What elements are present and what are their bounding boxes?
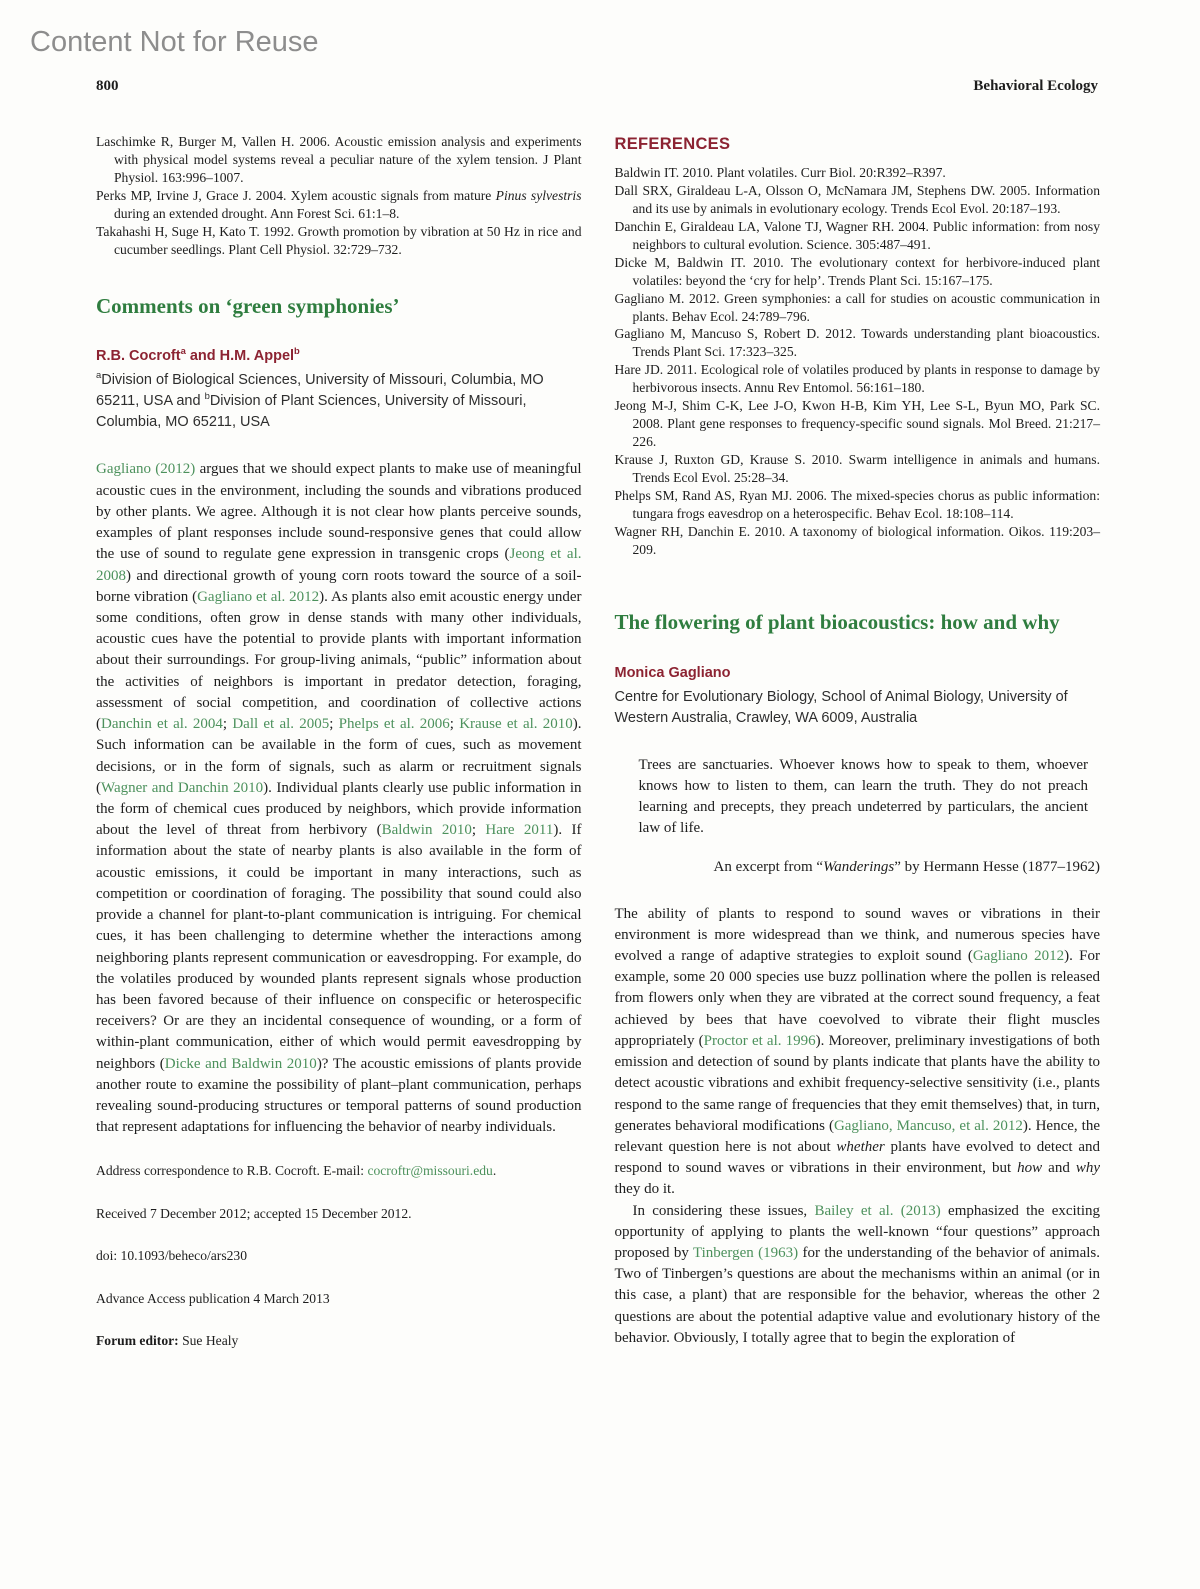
text-run: ; bbox=[329, 716, 339, 733]
text-run: Phelps SM, Rand AS, Ryan MJ. 2006. The mixed-species chorus as public information: tungara frogs eavesdrop on a heterospecific. Behav Ecol. 18:108–114. bbox=[614, 487, 1100, 521]
text-run: Address correspondence to R.B. Cocroft. E-mail: bbox=[96, 1163, 368, 1179]
left-column bbox=[96, 133, 582, 1350]
forum-editor-line bbox=[96, 1332, 582, 1350]
reference-entry bbox=[615, 290, 1101, 326]
text-run: and bbox=[1042, 1160, 1076, 1177]
citation-link[interactable]: Tinbergen (1963) bbox=[692, 1245, 799, 1262]
text-run: Perks MP, Irvine J, Grace J. 2004. Xylem acoustic signals from mature bbox=[96, 187, 496, 203]
references-heading: REFERENCES bbox=[614, 135, 731, 153]
reference-entry bbox=[615, 164, 1101, 182]
right-column bbox=[615, 133, 1101, 1350]
text-run: for the understanding of the behavior of animals. Two of Tinbergen’s questions are about the mechanisms within an animal (or in this case, a plant) that are responsible for the behavior, whereas the other 2 questions are about the potential adaptive value and evolutionary history of the behavior. Obviously, I totally agree that to begin the exploration of bbox=[614, 1245, 1100, 1346]
epigraph-quote: Trees are sanctuaries. Whoever knows how to speak to them, whoever knows how to listen to them, can learn the truth. They do not preach learning and precepts, they preach undeterred by particulars, the ancient law of life. bbox=[638, 756, 1088, 836]
text-run: Gagliano M, Mancuso S, Robert D. 2012. Towards understanding plant bioacoustics. Trends Plant Sci. 17:323–325. bbox=[614, 326, 1100, 360]
text-run: a bbox=[180, 345, 186, 357]
text-run: Wagner RH, Danchin E. 2010. A taxonomy of biological information. Oikos. 119:203–209. bbox=[614, 523, 1100, 557]
reference-list bbox=[615, 164, 1101, 559]
two-column-layout bbox=[96, 133, 1100, 1350]
text-run: why bbox=[1075, 1160, 1100, 1177]
citation-link[interactable]: Gagliano, Mancuso, et al. 2012 bbox=[833, 1117, 1023, 1134]
text-run: R.B. Cocroft bbox=[96, 348, 181, 365]
received-accepted-line: Received 7 December 2012; accepted 15 December 2012. bbox=[96, 1205, 412, 1221]
text-run: ; bbox=[449, 716, 460, 733]
text-run: Gagliano M. 2012. Green symphonies: a call for studies on acoustic communication in plants. Behav Ecol. 24:789–796. bbox=[614, 290, 1100, 324]
text-run: and H.M. Appel bbox=[185, 348, 295, 365]
text-run: b bbox=[204, 390, 210, 402]
reference-entry bbox=[615, 361, 1101, 397]
text-run: )? The acoustic emissions of plants provide another route to examine the possibility of plant–plant communication, perhaps revealing sound-producing structures or temporal patterns of sound production that represent adaptations for influencing the behavior of nearby individuals. bbox=[96, 1055, 582, 1136]
text-run: Sue Healy bbox=[182, 1332, 239, 1348]
reference-entry bbox=[615, 451, 1101, 487]
citation-link[interactable]: Hare 2011 bbox=[485, 822, 554, 839]
citation-link[interactable]: Bailey et al. (2013) bbox=[814, 1202, 941, 1219]
affiliation-western-australia: Centre for Evolutionary Biology, School of Animal Biology, University of Western Australia, Crawley, WA 6009, Australia bbox=[614, 688, 1068, 726]
text-run: An excerpt from “ bbox=[713, 858, 824, 875]
body-paragraph-flowering-1 bbox=[615, 904, 1101, 1201]
text-run: Wanderings bbox=[823, 858, 895, 875]
reference-entry bbox=[615, 218, 1101, 254]
body-paragraph-comments bbox=[96, 459, 582, 1138]
article-title-flowering: The flowering of plant bioacoustics: how and why bbox=[614, 609, 1060, 634]
text-run: plants have evolved to detect and respond to sound waves or vibrations in their environment, but bbox=[614, 1138, 1100, 1177]
citation-link[interactable]: Wagner and Danchin 2010 bbox=[101, 779, 264, 796]
reference-entry bbox=[615, 523, 1101, 559]
text-run: Forum editor: bbox=[96, 1332, 183, 1348]
text-run: ). As plants also emit acoustic energy under some conditions, often grow in dense stands with many other individuals, acoustic cues have the potential to provide plants with important information about their surroundings. For group-living animals, “public” information about the activities of neighbors is important in predator detection, foraging, assessment of social competition, and coordination of collective actions ( bbox=[96, 588, 582, 733]
author-line-gagliano: Monica Gagliano bbox=[614, 664, 731, 681]
text-run: Division of Biological Sciences, University of Missouri, Columbia, MO 65211, USA and bbox=[96, 372, 544, 410]
citation-link[interactable]: Danchin et al. 2004 bbox=[101, 716, 223, 733]
doi-line: doi: 10.1093/beheco/ars230 bbox=[96, 1248, 248, 1264]
affiliation-missouri bbox=[96, 370, 582, 433]
citation-link[interactable]: Gagliano 2012 bbox=[972, 947, 1065, 964]
text-run: ). Individual plants clearly use public information in the form of chemical cues produced by neighbors, which provide information about the level of threat from herbivory ( bbox=[96, 779, 582, 839]
reference-entry bbox=[615, 325, 1101, 361]
text-run: . bbox=[492, 1163, 497, 1179]
text-run: b bbox=[294, 345, 300, 357]
epigraph-attribution bbox=[615, 857, 1101, 878]
reference-entry bbox=[96, 187, 582, 223]
citation-link[interactable]: Jeong et al. 2008 bbox=[96, 546, 582, 584]
text-run: ) and directional growth of young corn roots toward the source of a soil-borne vibration ( bbox=[96, 567, 582, 605]
text-run: Dall SRX, Giraldeau L-A, Olsson O, McNamara JM, Stephens DW. 2005. Information and its use by animals in evolutionary ecology. Trends Ecol Evol. 20:187–193. bbox=[614, 182, 1100, 216]
text-run: Krause J, Ruxton GD, Krause S. 2010. Swarm intelligence in animals and humans. Trends Ecol Evol. 25:28–34. bbox=[614, 452, 1100, 485]
article-title-comments: Comments on ‘green symphonies’ bbox=[96, 293, 400, 318]
text-run: ). For example, some 20 000 species use buzz pollination where the pollen is released from flowers only when they are vibrated at the correct sound frequency, a feat achieved by bees that have coevolved to vibrate their flight muscles appropriately ( bbox=[614, 947, 1100, 1049]
running-head bbox=[96, 78, 1098, 95]
body-paragraph-flowering-2 bbox=[615, 1201, 1101, 1350]
page-number: 800 bbox=[96, 78, 119, 94]
text-run: In considering these issues, bbox=[632, 1202, 815, 1219]
text-run: they do it. bbox=[614, 1181, 675, 1198]
reference-entry bbox=[96, 223, 582, 259]
reference-entry bbox=[615, 397, 1101, 451]
reference-entry bbox=[615, 254, 1101, 290]
citation-link[interactable]: Gagliano (2012) bbox=[96, 461, 196, 478]
text-run: how bbox=[1017, 1160, 1043, 1177]
citation-link[interactable]: Krause et al. 2010 bbox=[459, 716, 573, 733]
citation-link[interactable]: Gagliano et al. 2012 bbox=[197, 588, 320, 605]
text-run: Danchin E, Giraldeau LA, Valone TJ, Wagner RH. 2004. Public information: from nosy neighbors to cultural evolution. Science. 305:487–491. bbox=[614, 218, 1100, 252]
citation-link[interactable]: Dall et al. 2005 bbox=[232, 716, 330, 733]
text-run: Dicke M, Baldwin IT. 2010. The evolutionary context for herbivore-induced plant volatiles: beyond the ‘cry for help’. Trends Plant Sci. 15:167–175. bbox=[614, 254, 1100, 288]
watermark-text: Content Not for Reuse bbox=[30, 26, 319, 58]
text-run: Takahashi H, Suge H, Kato T. 1992. Growth promotion by vibration at 50 Hz in rice and cucumber seedlings. Plant Cell Physiol. 32:729–732. bbox=[96, 223, 582, 257]
text-run: a bbox=[96, 369, 102, 381]
text-run: ). If information about the state of nearby plants is also available in the form of acoustic emissions, it could be important in many interactions, such as competition or coordination of foraging. The possibility that sound could also provide a channel for plant-to-plant communication is intriguing. For chemical cues, it has been challenging to determine whether the interactions among neighboring plants represent communication or eavesdropping. For example, do the volatiles produced by wounded plants represent signals whose production has been favored because of their influence on conspecific or heterospecific receivers? Or are they an incidental consequence of wounding, or a form of within-plant communication, either of which would permit eavesdropping by neighbors ( bbox=[96, 822, 582, 1072]
text-run: Laschimke R, Burger M, Vallen H. 2006. Acoustic emission analysis and experiments with physical model systems reveal a peculiar nature of the xylem tension. J Plant Physiol. 163:996–1007. bbox=[96, 134, 582, 185]
correspondence-line bbox=[96, 1162, 582, 1180]
text-run: ; bbox=[471, 822, 486, 839]
reference-entry bbox=[615, 487, 1101, 523]
citation-link[interactable]: Dicke and Baldwin 2010 bbox=[164, 1055, 317, 1072]
text-run: The ability of plants to respond to sound waves or vibrations in their environment is more widespread than we think, and numerous species have evolved a range of adaptive strategies to exploit sound ( bbox=[614, 905, 1100, 964]
citation-link[interactable]: Phelps et al. 2006 bbox=[338, 716, 450, 733]
text-run: Hare JD. 2011. Ecological role of volatiles produced by plants in response to damage by herbivorous insects. Annu Rev Entomol. 56:161–180. bbox=[614, 362, 1100, 396]
text-run: Division of Plant Sciences, University of Missouri, Columbia, MO 65211, USA bbox=[96, 393, 527, 431]
text-run: argues that we should expect plants to make use of meaningful acoustic cues in the environment, including the sounds and vibrations produced by other plants. We agree. Although it is not clear how plants perceive sounds, examples of plant responses include sound-responsive genes that could allow the use of sound to regulate gene expression in transgenic crops ( bbox=[96, 461, 582, 563]
text-run: Baldwin IT. 2010. Plant volatiles. Curr Biol. 20:R392–R397. bbox=[614, 165, 946, 180]
citation-link[interactable]: Baldwin 2010 bbox=[381, 822, 472, 839]
text-run: during an extended drought. Ann Forest Sci. 61:1–8. bbox=[114, 205, 400, 221]
text-run: Pinus sylvestris bbox=[495, 187, 582, 203]
text-run: emphasized the exciting opportunity of applying to plants the well-known “four questions” approach proposed by bbox=[614, 1202, 1101, 1262]
text-run: ). Such information can be available in the form of cues, such as movement decisions, or in the form of signals, such as alarm or recruitment signals ( bbox=[96, 716, 582, 796]
reference-entry bbox=[615, 182, 1101, 218]
reference-entry bbox=[96, 133, 582, 187]
text-run: ; bbox=[222, 716, 233, 733]
citation-link[interactable]: Proctor et al. 1996 bbox=[703, 1032, 816, 1049]
text-run: Jeong M-J, Shim C-K, Lee J-O, Kwon H-B, Kim YH, Lee S-L, Byun MO, Park SC. 2008. Plant gene responses to frequency-specific sound signals. Mol Breed. 21:217–226. bbox=[614, 398, 1100, 450]
text-run: ). Moreover, preliminary investigations of both emission and detection of sound by plants indicate that plants have the ability to detect acoustic vibrations and exhibit frequency-selective sensitivity (i.e., plants respond to the same range of frequencies that they emit themselves) that, in turn, generates behavioral modifications ( bbox=[614, 1032, 1100, 1134]
text-run: ). Hence, the relevant question here is not about bbox=[614, 1117, 1100, 1155]
reference-list-continued bbox=[96, 133, 582, 259]
advance-access-line: Advance Access publication 4 March 2013 bbox=[96, 1290, 330, 1306]
email-link[interactable]: cocroftr@missouri.edu bbox=[367, 1163, 493, 1179]
journal-name: Behavioral Ecology bbox=[973, 78, 1098, 94]
text-run: ” by Hermann Hesse (1877–1962) bbox=[894, 858, 1100, 875]
text-run: whether bbox=[836, 1138, 885, 1155]
author-line-cocroft-appel bbox=[96, 345, 582, 365]
